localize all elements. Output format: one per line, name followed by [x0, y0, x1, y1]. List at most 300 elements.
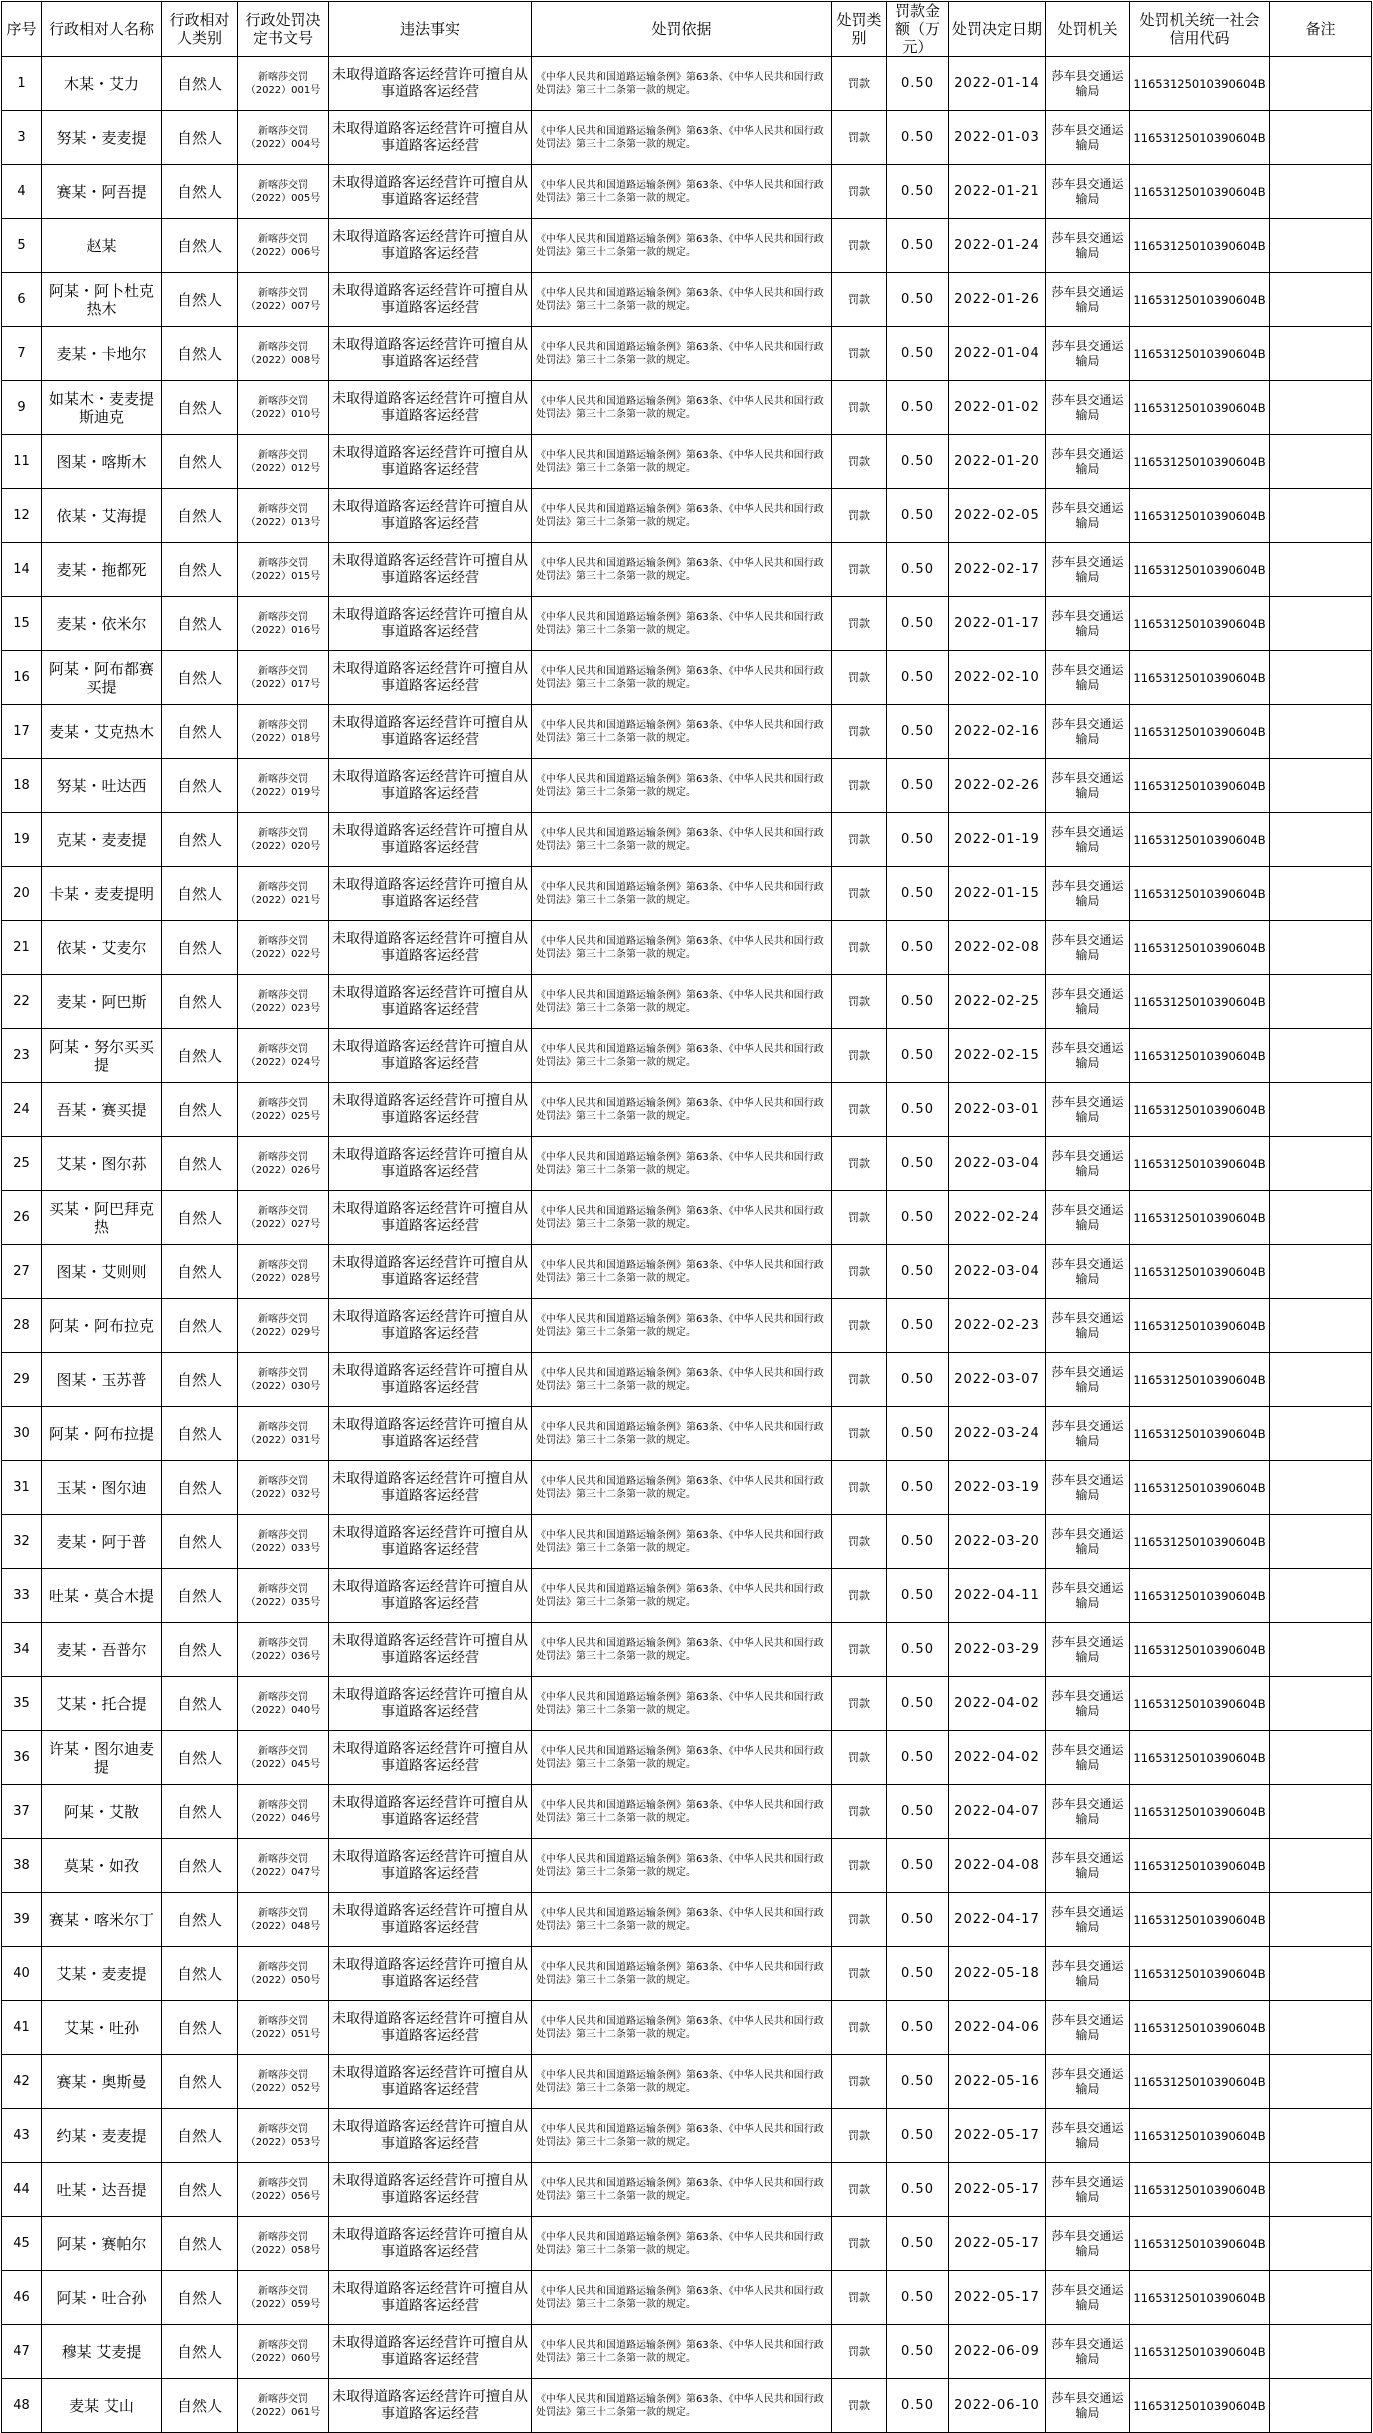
cell-serial: 3 [2, 111, 42, 165]
cell-party-name: 约某・麦麦提 [42, 2109, 162, 2163]
cell-penalty-basis: 《中华人民共和国道路运输条例》第63条、《中华人民共和国行政处罚法》第三十二条第一款的规定。 [532, 327, 832, 381]
table-row [2, 1083, 1372, 1137]
cell-remarks [1270, 921, 1372, 975]
cell-fine-amount: 0.50 [887, 1569, 949, 1623]
cell-remarks [1270, 1677, 1372, 1731]
cell-violation-fact: 未取得道路客运经营许可擅自从事道路客运经营 [329, 1407, 532, 1461]
cell-penalty-basis: 《中华人民共和国道路运输条例》第63条、《中华人民共和国行政处罚法》第三十二条第一款的规定。 [532, 867, 832, 921]
cell-party-name: 麦某 艾山 [42, 2379, 162, 2433]
cell-penalty-authority: 莎车县交通运输局 [1046, 1137, 1130, 1191]
cell-violation-fact: 未取得道路客运经营许可擅自从事道路客运经营 [329, 597, 532, 651]
cell-penalty-authority: 莎车县交通运输局 [1046, 1893, 1130, 1947]
cell-credit-code: 11653125010390604B [1130, 219, 1270, 273]
cell-penalty-basis: 《中华人民共和国道路运输条例》第63条、《中华人民共和国行政处罚法》第三十二条第一款的规定。 [532, 1191, 832, 1245]
cell-penalty-authority: 莎车县交通运输局 [1046, 759, 1130, 813]
cell-credit-code: 11653125010390604B [1130, 2379, 1270, 2433]
cell-penalty-authority: 莎车县交通运输局 [1046, 2217, 1130, 2271]
cell-credit-code: 11653125010390604B [1130, 2055, 1270, 2109]
cell-serial: 5 [2, 219, 42, 273]
cell-party-name: 麦某・拖都死 [42, 543, 162, 597]
cell-decision-number: 新喀莎交罚（2022）058号 [238, 2217, 329, 2271]
cell-serial: 33 [2, 1569, 42, 1623]
cell-decision-number: 新喀莎交罚（2022）051号 [238, 2001, 329, 2055]
table-row [2, 759, 1372, 813]
cell-party-name: 图某・艾则则 [42, 1245, 162, 1299]
cell-penalty-authority: 莎车县交通运输局 [1046, 1731, 1130, 1785]
cell-penalty-authority: 莎车县交通运输局 [1046, 2325, 1130, 2379]
cell-decision-number: 新喀莎交罚（2022）026号 [238, 1137, 329, 1191]
cell-decision-number: 新喀莎交罚（2022）012号 [238, 435, 329, 489]
cell-serial: 46 [2, 2271, 42, 2325]
cell-penalty-authority: 莎车县交通运输局 [1046, 1191, 1130, 1245]
cell-party-type: 自然人 [162, 1245, 238, 1299]
cell-penalty-basis: 《中华人民共和国道路运输条例》第63条、《中华人民共和国行政处罚法》第三十二条第一款的规定。 [532, 1623, 832, 1677]
cell-decision-date: 2022-01-04 [949, 327, 1046, 381]
cell-penalty-kind: 罚款 [832, 2109, 887, 2163]
cell-decision-date: 2022-03-19 [949, 1461, 1046, 1515]
cell-penalty-basis: 《中华人民共和国道路运输条例》第63条、《中华人民共和国行政处罚法》第三十二条第一款的规定。 [532, 111, 832, 165]
cell-party-name: 阿某・阿布拉提 [42, 1407, 162, 1461]
cell-serial: 41 [2, 2001, 42, 2055]
cell-credit-code: 11653125010390604B [1130, 1515, 1270, 1569]
cell-party-name: 麦某・艾克热木 [42, 705, 162, 759]
cell-fine-amount: 0.50 [887, 705, 949, 759]
cell-decision-number: 新喀莎交罚（2022）033号 [238, 1515, 329, 1569]
cell-fine-amount: 0.50 [887, 1083, 949, 1137]
cell-fine-amount: 0.50 [887, 2217, 949, 2271]
table-row [2, 651, 1372, 705]
cell-fine-amount: 0.50 [887, 2163, 949, 2217]
cell-serial: 25 [2, 1137, 42, 1191]
cell-decision-number: 新喀莎交罚（2022）025号 [238, 1083, 329, 1137]
cell-remarks [1270, 705, 1372, 759]
cell-party-type: 自然人 [162, 111, 238, 165]
cell-serial: 12 [2, 489, 42, 543]
cell-penalty-kind: 罚款 [832, 1893, 887, 1947]
cell-party-name: 麦某・卡地尔 [42, 327, 162, 381]
cell-fine-amount: 0.50 [887, 597, 949, 651]
table-row [2, 489, 1372, 543]
cell-serial: 28 [2, 1299, 42, 1353]
cell-party-name: 木某・艾力 [42, 57, 162, 111]
cell-fine-amount: 0.50 [887, 1299, 949, 1353]
cell-serial: 16 [2, 651, 42, 705]
cell-decision-number: 新喀莎交罚（2022）048号 [238, 1893, 329, 1947]
cell-penalty-authority: 莎车县交通运输局 [1046, 2271, 1130, 2325]
cell-decision-number: 新喀莎交罚（2022）020号 [238, 813, 329, 867]
cell-decision-date: 2022-05-17 [949, 2217, 1046, 2271]
cell-penalty-kind: 罚款 [832, 1623, 887, 1677]
cell-decision-number: 新喀莎交罚（2022）040号 [238, 1677, 329, 1731]
cell-penalty-authority: 莎车县交通运输局 [1046, 435, 1130, 489]
cell-fine-amount: 0.50 [887, 543, 949, 597]
cell-credit-code: 11653125010390604B [1130, 2001, 1270, 2055]
cell-fine-amount: 0.50 [887, 2001, 949, 2055]
cell-fine-amount: 0.50 [887, 921, 949, 975]
cell-serial: 6 [2, 273, 42, 327]
cell-remarks [1270, 2379, 1372, 2433]
cell-violation-fact: 未取得道路客运经营许可擅自从事道路客运经营 [329, 2379, 532, 2433]
cell-credit-code: 11653125010390604B [1130, 975, 1270, 1029]
cell-fine-amount: 0.50 [887, 1785, 949, 1839]
cell-violation-fact: 未取得道路客运经营许可擅自从事道路客运经营 [329, 975, 532, 1029]
cell-decision-date: 2022-02-16 [949, 705, 1046, 759]
cell-party-type: 自然人 [162, 1029, 238, 1083]
cell-decision-date: 2022-01-21 [949, 165, 1046, 219]
cell-party-type: 自然人 [162, 1515, 238, 1569]
cell-penalty-basis: 《中华人民共和国道路运输条例》第63条、《中华人民共和国行政处罚法》第三十二条第一款的规定。 [532, 2325, 832, 2379]
cell-party-type: 自然人 [162, 1785, 238, 1839]
cell-remarks [1270, 57, 1372, 111]
cell-penalty-basis: 《中华人民共和国道路运输条例》第63条、《中华人民共和国行政处罚法》第三十二条第一款的规定。 [532, 759, 832, 813]
cell-credit-code: 11653125010390604B [1130, 543, 1270, 597]
cell-penalty-kind: 罚款 [832, 597, 887, 651]
cell-party-name: 玉某・图尔迪 [42, 1461, 162, 1515]
cell-decision-number: 新喀莎交罚（2022）017号 [238, 651, 329, 705]
cell-decision-number: 新喀莎交罚（2022）004号 [238, 111, 329, 165]
cell-serial: 43 [2, 2109, 42, 2163]
cell-penalty-authority: 莎车县交通运输局 [1046, 273, 1130, 327]
cell-penalty-authority: 莎车县交通运输局 [1046, 381, 1130, 435]
cell-party-name: 阿某・艾散 [42, 1785, 162, 1839]
cell-decision-number: 新喀莎交罚（2022）001号 [238, 57, 329, 111]
table-body [2, 57, 1372, 2433]
cell-party-type: 自然人 [162, 1299, 238, 1353]
cell-remarks [1270, 759, 1372, 813]
cell-violation-fact: 未取得道路客运经营许可擅自从事道路客运经营 [329, 2163, 532, 2217]
cell-penalty-basis: 《中华人民共和国道路运输条例》第63条、《中华人民共和国行政处罚法》第三十二条第一款的规定。 [532, 1947, 832, 2001]
cell-decision-date: 2022-01-20 [949, 435, 1046, 489]
cell-penalty-authority: 莎车县交通运输局 [1046, 2055, 1130, 2109]
cell-decision-number: 新喀莎交罚（2022）021号 [238, 867, 329, 921]
cell-penalty-kind: 罚款 [832, 975, 887, 1029]
cell-penalty-kind: 罚款 [832, 1461, 887, 1515]
cell-penalty-kind: 罚款 [832, 867, 887, 921]
cell-decision-number: 新喀莎交罚（2022）036号 [238, 1623, 329, 1677]
cell-party-name: 阿某・阿布拉克 [42, 1299, 162, 1353]
cell-credit-code: 11653125010390604B [1130, 2325, 1270, 2379]
table-row [2, 543, 1372, 597]
cell-serial: 44 [2, 2163, 42, 2217]
cell-fine-amount: 0.50 [887, 1947, 949, 2001]
cell-penalty-basis: 《中华人民共和国道路运输条例》第63条、《中华人民共和国行政处罚法》第三十二条第一款的规定。 [532, 651, 832, 705]
cell-penalty-kind: 罚款 [832, 381, 887, 435]
cell-penalty-kind: 罚款 [832, 1947, 887, 2001]
cell-serial: 17 [2, 705, 42, 759]
table-row [2, 2163, 1372, 2217]
cell-party-name: 依某・艾海提 [42, 489, 162, 543]
table-row [2, 1893, 1372, 1947]
cell-credit-code: 11653125010390604B [1130, 1245, 1270, 1299]
cell-party-type: 自然人 [162, 1947, 238, 2001]
cell-party-type: 自然人 [162, 867, 238, 921]
cell-fine-amount: 0.50 [887, 1677, 949, 1731]
cell-serial: 36 [2, 1731, 42, 1785]
cell-violation-fact: 未取得道路客运经营许可擅自从事道路客运经营 [329, 705, 532, 759]
cell-serial: 1 [2, 57, 42, 111]
cell-decision-number: 新喀莎交罚（2022）052号 [238, 2055, 329, 2109]
cell-violation-fact: 未取得道路客运经营许可擅自从事道路客运经营 [329, 57, 532, 111]
cell-remarks [1270, 2001, 1372, 2055]
cell-party-type: 自然人 [162, 435, 238, 489]
table-row [2, 219, 1372, 273]
cell-decision-number: 新喀莎交罚（2022）018号 [238, 705, 329, 759]
cell-penalty-kind: 罚款 [832, 435, 887, 489]
cell-party-type: 自然人 [162, 2163, 238, 2217]
cell-credit-code: 11653125010390604B [1130, 1677, 1270, 1731]
cell-party-type: 自然人 [162, 2325, 238, 2379]
cell-remarks [1270, 1353, 1372, 1407]
header-serial: 序号 [2, 2, 42, 57]
cell-fine-amount: 0.50 [887, 1137, 949, 1191]
cell-decision-date: 2022-01-15 [949, 867, 1046, 921]
cell-party-type: 自然人 [162, 219, 238, 273]
cell-credit-code: 11653125010390604B [1130, 1407, 1270, 1461]
cell-party-type: 自然人 [162, 975, 238, 1029]
cell-penalty-kind: 罚款 [832, 489, 887, 543]
cell-credit-code: 11653125010390604B [1130, 1623, 1270, 1677]
cell-violation-fact: 未取得道路客运经营许可擅自从事道路客运经营 [329, 1731, 532, 1785]
cell-serial: 29 [2, 1353, 42, 1407]
cell-credit-code: 11653125010390604B [1130, 435, 1270, 489]
cell-decision-date: 2022-04-07 [949, 1785, 1046, 1839]
cell-remarks [1270, 1029, 1372, 1083]
table-header [2, 2, 1372, 57]
cell-fine-amount: 0.50 [887, 813, 949, 867]
cell-penalty-authority: 莎车县交通运输局 [1046, 165, 1130, 219]
cell-penalty-basis: 《中华人民共和国道路运输条例》第63条、《中华人民共和国行政处罚法》第三十二条第一款的规定。 [532, 1515, 832, 1569]
cell-remarks [1270, 1137, 1372, 1191]
cell-decision-number: 新喀莎交罚（2022）015号 [238, 543, 329, 597]
cell-penalty-kind: 罚款 [832, 1029, 887, 1083]
cell-fine-amount: 0.50 [887, 759, 949, 813]
cell-violation-fact: 未取得道路客运经营许可擅自从事道路客运经营 [329, 489, 532, 543]
cell-penalty-kind: 罚款 [832, 219, 887, 273]
cell-penalty-basis: 《中华人民共和国道路运输条例》第63条、《中华人民共和国行政处罚法》第三十二条第一款的规定。 [532, 1137, 832, 1191]
cell-decision-number: 新喀莎交罚（2022）005号 [238, 165, 329, 219]
cell-penalty-authority: 莎车县交通运输局 [1046, 597, 1130, 651]
cell-party-type: 自然人 [162, 705, 238, 759]
cell-credit-code: 11653125010390604B [1130, 1083, 1270, 1137]
cell-party-type: 自然人 [162, 2379, 238, 2433]
table-row [2, 1623, 1372, 1677]
cell-remarks [1270, 975, 1372, 1029]
cell-decision-date: 2022-01-19 [949, 813, 1046, 867]
cell-credit-code: 11653125010390604B [1130, 2109, 1270, 2163]
cell-penalty-kind: 罚款 [832, 705, 887, 759]
cell-penalty-basis: 《中华人民共和国道路运输条例》第63条、《中华人民共和国行政处罚法》第三十二条第一款的规定。 [532, 1029, 832, 1083]
cell-penalty-basis: 《中华人民共和国道路运输条例》第63条、《中华人民共和国行政处罚法》第三十二条第一款的规定。 [532, 1569, 832, 1623]
cell-decision-number: 新喀莎交罚（2022）061号 [238, 2379, 329, 2433]
cell-remarks [1270, 489, 1372, 543]
cell-decision-date: 2022-05-17 [949, 2271, 1046, 2325]
cell-fine-amount: 0.50 [887, 1515, 949, 1569]
table-row [2, 273, 1372, 327]
cell-party-type: 自然人 [162, 1353, 238, 1407]
cell-credit-code: 11653125010390604B [1130, 381, 1270, 435]
cell-party-type: 自然人 [162, 2001, 238, 2055]
cell-fine-amount: 0.50 [887, 1245, 949, 1299]
cell-penalty-authority: 莎车县交通运输局 [1046, 813, 1130, 867]
cell-party-name: 依某・艾麦尔 [42, 921, 162, 975]
cell-decision-number: 新喀莎交罚（2022）030号 [238, 1353, 329, 1407]
cell-fine-amount: 0.50 [887, 1029, 949, 1083]
cell-decision-number: 新喀莎交罚（2022）031号 [238, 1407, 329, 1461]
cell-penalty-authority: 莎车县交通运输局 [1046, 1839, 1130, 1893]
cell-penalty-kind: 罚款 [832, 1299, 887, 1353]
cell-violation-fact: 未取得道路客运经营许可擅自从事道路客运经营 [329, 1623, 532, 1677]
cell-violation-fact: 未取得道路客运经营许可擅自从事道路客运经营 [329, 2001, 532, 2055]
cell-fine-amount: 0.50 [887, 975, 949, 1029]
cell-decision-number: 新喀莎交罚（2022）008号 [238, 327, 329, 381]
cell-party-type: 自然人 [162, 2217, 238, 2271]
table-row [2, 381, 1372, 435]
cell-party-name: 赛某・喀米尔丁 [42, 1893, 162, 1947]
cell-serial: 31 [2, 1461, 42, 1515]
cell-fine-amount: 0.50 [887, 2055, 949, 2109]
cell-decision-date: 2022-01-24 [949, 219, 1046, 273]
cell-decision-date: 2022-03-01 [949, 1083, 1046, 1137]
cell-penalty-authority: 莎车县交通运输局 [1046, 1947, 1130, 2001]
cell-decision-date: 2022-05-18 [949, 1947, 1046, 2001]
header-decision-date: 处罚决定日期 [949, 2, 1046, 57]
cell-credit-code: 11653125010390604B [1130, 921, 1270, 975]
table-row [2, 1299, 1372, 1353]
cell-remarks [1270, 2055, 1372, 2109]
table-row [2, 2325, 1372, 2379]
cell-penalty-basis: 《中华人民共和国道路运输条例》第63条、《中华人民共和国行政处罚法》第三十二条第一款的规定。 [532, 57, 832, 111]
cell-credit-code: 11653125010390604B [1130, 1137, 1270, 1191]
cell-fine-amount: 0.50 [887, 2379, 949, 2433]
cell-penalty-basis: 《中华人民共和国道路运输条例》第63条、《中华人民共和国行政处罚法》第三十二条第一款的规定。 [532, 2217, 832, 2271]
cell-decision-number: 新喀莎交罚（2022）024号 [238, 1029, 329, 1083]
cell-party-type: 自然人 [162, 597, 238, 651]
cell-party-name: 莫某・如孜 [42, 1839, 162, 1893]
cell-decision-date: 2022-04-02 [949, 1677, 1046, 1731]
cell-decision-number: 新喀莎交罚（2022）060号 [238, 2325, 329, 2379]
cell-penalty-kind: 罚款 [832, 1785, 887, 1839]
cell-remarks [1270, 1893, 1372, 1947]
cell-remarks [1270, 327, 1372, 381]
table-row [2, 1191, 1372, 1245]
cell-serial: 40 [2, 1947, 42, 2001]
cell-credit-code: 11653125010390604B [1130, 111, 1270, 165]
cell-remarks [1270, 1731, 1372, 1785]
cell-decision-date: 2022-02-10 [949, 651, 1046, 705]
cell-penalty-authority: 莎车县交通运输局 [1046, 57, 1130, 111]
header-row [2, 2, 1372, 57]
cell-party-name: 图某・玉苏普 [42, 1353, 162, 1407]
header-party-name: 行政相对人名称 [42, 2, 162, 57]
cell-party-type: 自然人 [162, 1191, 238, 1245]
cell-violation-fact: 未取得道路客运经营许可擅自从事道路客运经营 [329, 1191, 532, 1245]
cell-violation-fact: 未取得道路客运经营许可擅自从事道路客运经营 [329, 2109, 532, 2163]
cell-decision-number: 新喀莎交罚（2022）035号 [238, 1569, 329, 1623]
cell-violation-fact: 未取得道路客运经营许可擅自从事道路客运经营 [329, 1893, 532, 1947]
cell-penalty-basis: 《中华人民共和国道路运输条例》第63条、《中华人民共和国行政处罚法》第三十二条第一款的规定。 [532, 1245, 832, 1299]
cell-party-name: 克某・麦麦提 [42, 813, 162, 867]
cell-penalty-basis: 《中华人民共和国道路运输条例》第63条、《中华人民共和国行政处罚法》第三十二条第一款的规定。 [532, 381, 832, 435]
cell-decision-date: 2022-02-08 [949, 921, 1046, 975]
cell-serial: 21 [2, 921, 42, 975]
cell-party-type: 自然人 [162, 1569, 238, 1623]
cell-party-name: 卡某・麦麦提明 [42, 867, 162, 921]
cell-violation-fact: 未取得道路客运经营许可擅自从事道路客运经营 [329, 435, 532, 489]
cell-penalty-kind: 罚款 [832, 111, 887, 165]
cell-decision-number: 新喀莎交罚（2022）047号 [238, 1839, 329, 1893]
cell-remarks [1270, 111, 1372, 165]
table-row [2, 57, 1372, 111]
cell-penalty-kind: 罚款 [832, 1407, 887, 1461]
cell-party-name: 买某・阿巴拜克热 [42, 1191, 162, 1245]
cell-party-name: 阿某・阿布都赛买提 [42, 651, 162, 705]
penalty-table [1, 1, 1372, 2433]
header-remarks: 备注 [1270, 2, 1372, 57]
cell-penalty-basis: 《中华人民共和国道路运输条例》第63条、《中华人民共和国行政处罚法》第三十二条第一款的规定。 [532, 273, 832, 327]
cell-penalty-authority: 莎车县交通运输局 [1046, 1677, 1130, 1731]
cell-decision-number: 新喀莎交罚（2022）059号 [238, 2271, 329, 2325]
cell-decision-date: 2022-05-17 [949, 2163, 1046, 2217]
cell-party-name: 努某・吐达西 [42, 759, 162, 813]
cell-decision-number: 新喀莎交罚（2022）027号 [238, 1191, 329, 1245]
cell-violation-fact: 未取得道路客运经营许可擅自从事道路客运经营 [329, 1029, 532, 1083]
cell-serial: 23 [2, 1029, 42, 1083]
cell-party-name: 阿某・阿卜杜克热木 [42, 273, 162, 327]
cell-credit-code: 11653125010390604B [1130, 57, 1270, 111]
cell-penalty-authority: 莎车县交通运输局 [1046, 651, 1130, 705]
cell-remarks [1270, 2109, 1372, 2163]
cell-violation-fact: 未取得道路客运经营许可擅自从事道路客运经营 [329, 1245, 532, 1299]
table-row [2, 813, 1372, 867]
cell-party-name: 如某木・麦麦提斯迪克 [42, 381, 162, 435]
table-row [2, 1515, 1372, 1569]
cell-decision-number: 新喀莎交罚（2022）050号 [238, 1947, 329, 2001]
cell-decision-date: 2022-02-25 [949, 975, 1046, 1029]
cell-remarks [1270, 543, 1372, 597]
cell-decision-date: 2022-02-17 [949, 543, 1046, 597]
cell-penalty-authority: 莎车县交通运输局 [1046, 1299, 1130, 1353]
cell-violation-fact: 未取得道路客运经营许可擅自从事道路客运经营 [329, 381, 532, 435]
cell-penalty-basis: 《中华人民共和国道路运输条例》第63条、《中华人民共和国行政处罚法》第三十二条第一款的规定。 [532, 1461, 832, 1515]
cell-serial: 42 [2, 2055, 42, 2109]
cell-party-type: 自然人 [162, 651, 238, 705]
table-row [2, 1137, 1372, 1191]
cell-fine-amount: 0.50 [887, 1893, 949, 1947]
cell-violation-fact: 未取得道路客运经营许可擅自从事道路客运经营 [329, 813, 532, 867]
cell-penalty-authority: 莎车县交通运输局 [1046, 2379, 1130, 2433]
cell-penalty-authority: 莎车县交通运输局 [1046, 1515, 1130, 1569]
header-penalty-basis: 处罚依据 [532, 2, 832, 57]
cell-fine-amount: 0.50 [887, 165, 949, 219]
cell-penalty-kind: 罚款 [832, 57, 887, 111]
cell-penalty-kind: 罚款 [832, 1353, 887, 1407]
cell-party-type: 自然人 [162, 1083, 238, 1137]
cell-penalty-authority: 莎车县交通运输局 [1046, 327, 1130, 381]
cell-fine-amount: 0.50 [887, 219, 949, 273]
cell-serial: 22 [2, 975, 42, 1029]
table-row [2, 1677, 1372, 1731]
cell-fine-amount: 0.50 [887, 489, 949, 543]
cell-remarks [1270, 2217, 1372, 2271]
table-row [2, 921, 1372, 975]
cell-decision-date: 2022-04-17 [949, 1893, 1046, 1947]
cell-remarks [1270, 597, 1372, 651]
cell-party-name: 艾某・麦麦提 [42, 1947, 162, 2001]
cell-serial: 15 [2, 597, 42, 651]
cell-remarks [1270, 1461, 1372, 1515]
table-row [2, 2379, 1372, 2433]
cell-penalty-authority: 莎车县交通运输局 [1046, 489, 1130, 543]
